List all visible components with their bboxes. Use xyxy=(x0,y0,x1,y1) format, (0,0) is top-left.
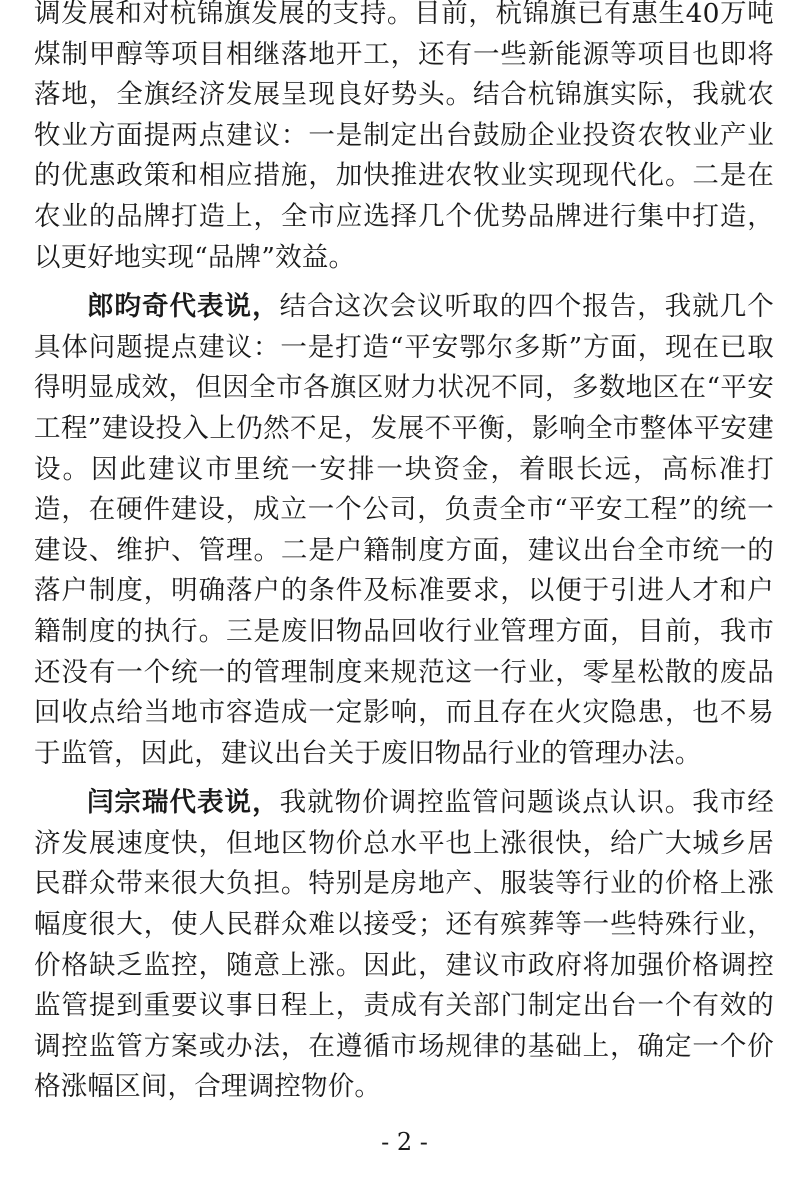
document-page xyxy=(34,0,774,1108)
paragraph-lang-yunqi xyxy=(34,287,774,774)
paragraph-text: 我就物价调控监管问题谈点认识。我市经济发展速度快，但地区物价总水平也上涨很快，给广大城乡居民群众带来很大负担。特别是房地产、服装等行业的价格上涨幅度很大，使人民群众难以接受；还有殡葬等一些特殊行业，价格缺乏监控，随意上涨。因此，建议市政府将加强价格调控监管提到重要议事日程上，责成有关部门制定出台一个有效的调控监管方案或办法，在遵循市场规律的基础上，确定一个价格涨幅区间，合理调控物价。 xyxy=(34,787,774,1103)
speaker-name: 闫宗瑞代表说， xyxy=(87,787,280,819)
speaker-name: 郎昀奇代表说， xyxy=(87,291,280,323)
page-number: - 2 - xyxy=(381,1128,428,1156)
paragraph-yan-zongrui xyxy=(34,783,774,1108)
paragraph-hangjin-continuation xyxy=(34,0,774,278)
paragraph-text: 调发展和对杭锦旗发展的支持。目前，杭锦旗已有惠生40万吨煤制甲醇等项目相继落地开工，还有一些新能源等项目也即将落地，全旗经济发展呈现良好势头。结合杭锦旗实际，我就农牧业方面提两点建议：一是制定出台鼓励企业投资农牧业产业的优惠政策和相应措施，加快推进农牧业实现现代化。二是在农业的品牌打造上，全市应选择几个优势品牌进行集中打造，以更好地实现“品牌”效益。 xyxy=(34,0,774,273)
paragraph-text: 结合这次会议听取的四个报告，我就几个具体问题提点建议：一是打造“平安鄂尔多斯”方面，现在已取得明显成效，但因全市各旗区财力状况不同，多数地区在“平安工程”建设投入上仍然不足，发展不平衡，影响全市整体平安建设。因此建议市里统一安排一块资金，着眼长远，高标准打造，在硬件建设，成立一个公司，负责全市“平安工程”的统一建设、维护、管理。二是户籍制度方面，建议出台全市统一的落户制度，明确落户的条件及标准要求，以便于引进人才和户籍制度的执行。三是废旧物品回收行业管理方面，目前，我市还没有一个统一的管理制度来规范这一行业，零星松散的废品回收点给当地市容造成一定影响，而且存在火灾隐患，也不易于监管，因此，建议出台关于废旧物品行业的管理办法。 xyxy=(34,291,774,769)
